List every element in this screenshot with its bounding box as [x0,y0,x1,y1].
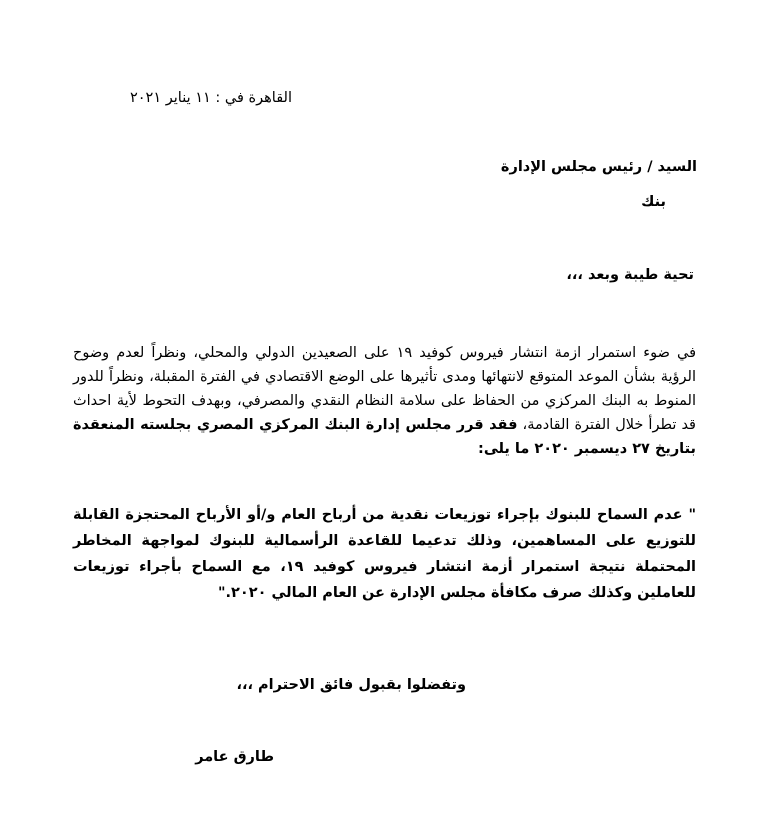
context-text: في ضوء استمرار ازمة انتشار فيروس كوفيد ١٩ على الصعيدين الدولي والمحلي، ونظراً لعدم وضوح الرؤية بشأن الموعد المتوقع لانتهائها ومدى تأثيرها على الوضع الاقتصادي في الفترة المقبلة، ونظراً للدور المنوط به البنك المركزي من الحفاظ على سلامة النظام النقدي والمصرفي، وبهدف التحوط لأية احداث قد تطرأ خلال الفترة القادمة، [73,345,696,433]
body-paragraph-decision: " عدم السماح للبنوك بإجراء توزيعات نقدية من أرباح العام و/أو الأرباح المحتجزة القابلة للتوزيع على المساهمين، وذلك تدعيما للقاعدة الرأسمالية للبنوك لمواجهة المخاطر المحتملة نتيجة استمرار أزمة انتشار فيروس كوفيد ١٩، مع السماح بأجراء توزيعات للعاملين وكذلك صرف مكافأة مجلس الإدارة عن العام المالي ٢٠٢٠." [73,507,697,601]
closing-line: وتفضلوا بقبول فائق الاحترام ،،، [236,677,466,693]
letter-date: القاهرة في : ١١ يناير ٢٠٢١ [129,90,292,106]
signature-name: طارق عامر [195,749,274,765]
body-paragraph-context [73,341,696,461]
decision-intro: فقد قرر مجلس إدارة البنك المركزي المصري بجلسته المنعقدة بتاريخ ٢٧ ديسمبر ٢٠٢٠ ما يلى: [73,417,696,457]
greeting-line: تحية طيبة وبعد ،،، [566,267,694,283]
bank-line: بنك [641,194,666,210]
addressee-line: السيد / رئيس مجلس الإدارة [500,159,697,175]
